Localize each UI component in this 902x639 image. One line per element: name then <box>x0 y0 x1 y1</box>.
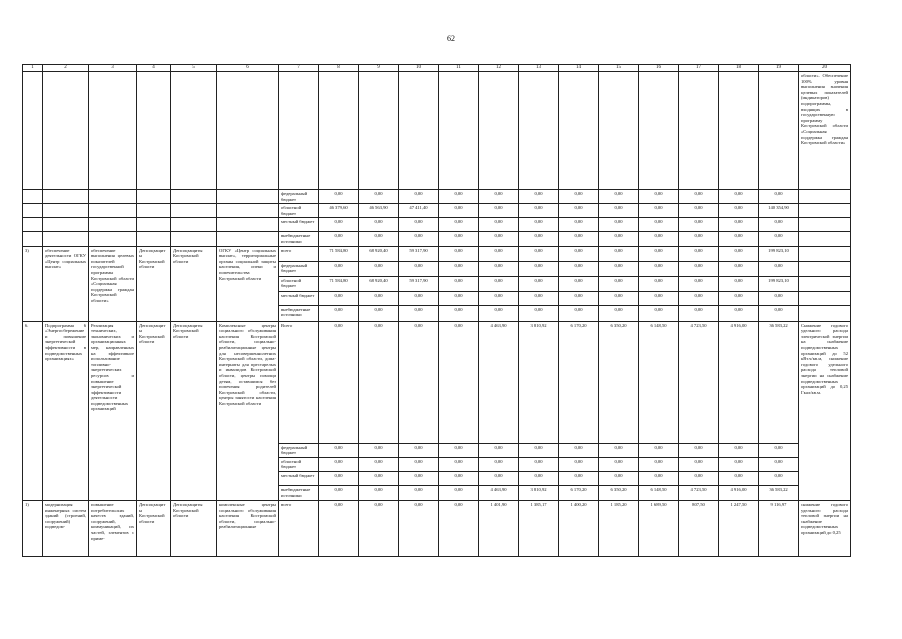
column-number: 8 <box>319 65 359 72</box>
table-row <box>23 500 851 556</box>
value-cell: 0,00 <box>599 305 639 321</box>
value-cell: 0,00 <box>599 232 639 246</box>
value-cell: 68 920,40 <box>359 246 399 261</box>
value-cell: 0,00 <box>519 471 559 485</box>
value-cell: 0,00 <box>599 276 639 291</box>
value-cell: 0,00 <box>439 471 479 485</box>
value-cell: 0,00 <box>359 261 399 276</box>
value-cell: 807,50 <box>679 500 719 556</box>
value-cell: 0,00 <box>599 261 639 276</box>
column-number: 6 <box>217 65 279 72</box>
desc-cell-c5: Депсоцзащиты Костромской области <box>171 246 217 321</box>
value-cell: 0,00 <box>639 232 679 246</box>
desc-cell-c6: комплексные центры социального обслуживания населения Костромской области, социально-реабилитационные <box>217 500 279 556</box>
value-cell: 0,00 <box>319 305 359 321</box>
value-cell: 0,00 <box>679 232 719 246</box>
value-cell: 0,00 <box>639 305 679 321</box>
value-cell: 0,00 <box>399 291 439 305</box>
value-cell: 0,00 <box>639 443 679 457</box>
value-cell: 0,00 <box>559 232 599 246</box>
value-cell: 0,00 <box>439 457 479 471</box>
desc-cell-c3: повышение потребительских качеств зданий, сооружений, коммуникаций, их частей, элементов с приме- <box>89 500 137 556</box>
value-cell: 6 170,20 <box>559 485 599 500</box>
value-cell: 0,00 <box>519 276 559 291</box>
value-cell: 0,00 <box>559 276 599 291</box>
value-cell: 0,00 <box>719 457 759 471</box>
value-cell: 0,00 <box>519 291 559 305</box>
value-cell: 0,00 <box>439 443 479 457</box>
value-cell: 0,00 <box>519 443 559 457</box>
value-cell: 0,00 <box>479 190 519 204</box>
table-row <box>23 246 851 261</box>
value-cell: 4 463,90 <box>479 485 519 500</box>
value-cell: 9 116,97 <box>759 500 799 556</box>
value-cell: 59 317,90 <box>399 246 439 261</box>
column-number-row <box>23 65 851 72</box>
value-cell: 0,00 <box>439 485 479 500</box>
value-cell: 0,00 <box>439 261 479 276</box>
value-cell: 0,00 <box>399 321 439 443</box>
value-cell: 0,00 <box>719 218 759 232</box>
funding-source: местный бюджет <box>279 471 319 485</box>
value-cell: 0,00 <box>679 218 719 232</box>
table-row <box>23 190 851 204</box>
value-cell: 0,00 <box>559 261 599 276</box>
funding-source: всего <box>279 500 319 556</box>
value-cell: 0,00 <box>399 305 439 321</box>
table-row <box>23 218 851 232</box>
expected-result: Снижение годового удельного расхода электрической энергии на снабжение подведомственных организаций до 52 кВт.ч/кв.м, снижение годового удельного расхода тепловой энергии на снабжение подведомственных организаций до 0,25 Гкал/кв.м. <box>799 321 851 500</box>
column-number: 18 <box>719 65 759 72</box>
value-cell: 0,00 <box>679 443 719 457</box>
value-cell: 0,00 <box>759 471 799 485</box>
value-cell: 4 916,00 <box>719 485 759 500</box>
column-number: 15 <box>599 65 639 72</box>
desc-cell-c1: 1) <box>23 500 43 556</box>
value-cell: 4 723,50 <box>679 485 719 500</box>
value-cell: 0,00 <box>319 443 359 457</box>
value-cell: 0,00 <box>559 291 599 305</box>
value-cell: 0,00 <box>319 218 359 232</box>
value-cell: 0,00 <box>599 291 639 305</box>
value-cell: 0,00 <box>399 232 439 246</box>
value-cell: 0,00 <box>399 443 439 457</box>
value-cell: 0,00 <box>639 261 679 276</box>
value-cell: 0,00 <box>319 190 359 204</box>
value-cell: 4 463,90 <box>479 321 519 443</box>
value-cell: 6 148,50 <box>639 485 679 500</box>
value-cell: 0,00 <box>759 305 799 321</box>
value-cell: 0,00 <box>639 204 679 218</box>
value-cell: 0,00 <box>439 218 479 232</box>
value-cell: 0,00 <box>439 305 479 321</box>
value-cell: 0,00 <box>599 443 639 457</box>
value-cell: 0,00 <box>399 500 439 556</box>
value-cell: 47 411,40 <box>399 204 439 218</box>
value-cell: 4 723,50 <box>679 321 719 443</box>
value-cell: 0,00 <box>599 190 639 204</box>
value-cell: 46 379,60 <box>319 204 359 218</box>
value-cell: 59 317,90 <box>399 276 439 291</box>
value-cell: 0,00 <box>479 443 519 457</box>
value-cell: 36 583,22 <box>759 485 799 500</box>
value-cell: 1 689,50 <box>639 500 679 556</box>
value-cell: 0,00 <box>399 261 439 276</box>
value-cell: 1 247,50 <box>719 500 759 556</box>
column-number: 17 <box>679 65 719 72</box>
desc-cell-c4: Депсоцзащиты Костромской области <box>137 246 171 321</box>
value-cell: 0,00 <box>359 218 399 232</box>
column-number: 1 <box>23 65 43 72</box>
value-cell: 0,00 <box>319 471 359 485</box>
value-cell: 0,00 <box>519 457 559 471</box>
column-number: 12 <box>479 65 519 72</box>
value-cell: 0,00 <box>679 305 719 321</box>
value-cell: 140 354,90 <box>759 204 799 218</box>
column-number: 10 <box>399 65 439 72</box>
value-cell: 0,00 <box>399 485 439 500</box>
value-cell: 0,00 <box>559 457 599 471</box>
value-cell: 0,00 <box>359 500 399 556</box>
funding-source: федеральный бюджет <box>279 190 319 204</box>
value-cell: 0,00 <box>719 291 759 305</box>
value-cell: 0,00 <box>679 246 719 261</box>
value-cell: 0,00 <box>719 261 759 276</box>
column-number: 19 <box>759 65 799 72</box>
value-cell: 0,00 <box>639 276 679 291</box>
value-cell: 0,00 <box>759 232 799 246</box>
value-cell: 0,00 <box>599 471 639 485</box>
value-cell: 3 810,92 <box>519 485 559 500</box>
value-cell: 0,00 <box>359 471 399 485</box>
value-cell: 0,00 <box>359 485 399 500</box>
value-cell: 0,00 <box>479 457 519 471</box>
desc-cell-c5: Депсоцзащиты Костромской области <box>171 500 217 556</box>
goal-text: области». Обеспечение 100% уровня выполнения значения целевых показателей (индикаторов) подпрограммы, входящих в государственную программу Костромской области «Социальная поддержка граждан Костромской области» <box>799 72 851 190</box>
value-cell: 0,00 <box>719 443 759 457</box>
value-cell: 0,00 <box>479 471 519 485</box>
column-number: 13 <box>519 65 559 72</box>
value-cell: 0,00 <box>679 190 719 204</box>
value-cell: 0,00 <box>519 218 559 232</box>
value-cell: 0,00 <box>599 457 639 471</box>
value-cell: 0,00 <box>479 204 519 218</box>
value-cell: 0,00 <box>479 218 519 232</box>
value-cell: 0,00 <box>439 246 479 261</box>
value-cell: 0,00 <box>439 204 479 218</box>
value-cell: 1 400,20 <box>559 500 599 556</box>
value-cell: 6 170,20 <box>559 321 599 443</box>
value-cell: 0,00 <box>359 443 399 457</box>
value-cell: 3 810,92 <box>519 321 559 443</box>
value-cell: 0,00 <box>439 500 479 556</box>
funding-source: областной бюджет <box>279 276 319 291</box>
column-number: 16 <box>639 65 679 72</box>
value-cell: 1 185,20 <box>599 500 639 556</box>
value-cell: 0,00 <box>399 471 439 485</box>
column-number: 20 <box>799 65 851 72</box>
value-cell: 199 823,10 <box>759 276 799 291</box>
value-cell: 0,00 <box>479 305 519 321</box>
value-cell: 0,00 <box>359 321 399 443</box>
value-cell: 0,00 <box>679 276 719 291</box>
table-row <box>23 321 851 443</box>
value-cell: 1 385,17 <box>519 500 559 556</box>
value-cell: 0,00 <box>679 291 719 305</box>
value-cell: 0,00 <box>639 190 679 204</box>
value-cell: 0,00 <box>479 276 519 291</box>
value-cell: 0,00 <box>759 291 799 305</box>
value-cell: 0,00 <box>319 261 359 276</box>
value-cell: 0,00 <box>639 291 679 305</box>
value-cell: 0,00 <box>519 261 559 276</box>
column-number: 14 <box>559 65 599 72</box>
value-cell: 0,00 <box>759 190 799 204</box>
desc-cell-c2: обеспечение деятельности ОГКУ «Центр социальных выплат» <box>43 246 89 321</box>
value-cell: 0,00 <box>439 291 479 305</box>
value-cell: 6 350,20 <box>599 485 639 500</box>
value-cell: 0,00 <box>359 457 399 471</box>
value-cell: 0,00 <box>559 305 599 321</box>
value-cell: 0,00 <box>719 232 759 246</box>
funding-source: федеральный бюджет <box>279 261 319 276</box>
value-cell: 0,00 <box>559 471 599 485</box>
value-cell: 4 916,00 <box>719 321 759 443</box>
value-cell: 0,00 <box>679 261 719 276</box>
value-cell: 6 350,20 <box>599 321 639 443</box>
column-number: 7 <box>279 65 319 72</box>
column-number: 11 <box>439 65 479 72</box>
column-number: 2 <box>43 65 89 72</box>
column-number: 3 <box>89 65 137 72</box>
value-cell: 0,00 <box>559 218 599 232</box>
value-cell: 0,00 <box>759 443 799 457</box>
value-cell: 0,00 <box>559 204 599 218</box>
value-cell: 0,00 <box>479 261 519 276</box>
value-cell: 0,00 <box>319 485 359 500</box>
desc-cell-c4: Депсоцзащиты Костромской области <box>137 321 171 500</box>
value-cell: 0,00 <box>359 232 399 246</box>
value-cell: 0,00 <box>679 471 719 485</box>
funding-source: местный бюджет <box>279 218 319 232</box>
column-number: 9 <box>359 65 399 72</box>
value-cell: 0,00 <box>679 204 719 218</box>
funding-source: внебюджетные источники <box>279 232 319 246</box>
funding-source: Всего <box>279 321 319 443</box>
funding-source: областной бюджет <box>279 204 319 218</box>
value-cell: 0,00 <box>719 246 759 261</box>
desc-cell-c5: Депсоцзащиты Костромской области <box>171 321 217 500</box>
value-cell: 1 401,90 <box>479 500 519 556</box>
value-cell: 199 823,10 <box>759 246 799 261</box>
value-cell: 0,00 <box>519 232 559 246</box>
funding-source: местный бюджет <box>279 291 319 305</box>
expected-result: снижение годового удельного расхода тепловой энергии на снабжение подведомственных организаций до 0,25 <box>799 500 851 556</box>
value-cell: 0,00 <box>719 471 759 485</box>
funding-source: внебюджетные источники <box>279 485 319 500</box>
column-number: 4 <box>137 65 171 72</box>
desc-cell-c2: Подпрограмма 6 «Энергосбережение и повышение энергетической эффективности в подведомственных организациях» <box>43 321 89 500</box>
value-cell: 0,00 <box>679 457 719 471</box>
desc-cell-c4: Депсоцзащиты Костромской области <box>137 500 171 556</box>
value-cell: 0,00 <box>399 190 439 204</box>
value-cell: 0,00 <box>519 305 559 321</box>
value-cell: 0,00 <box>759 261 799 276</box>
table-row <box>23 204 851 218</box>
value-cell: 0,00 <box>319 291 359 305</box>
value-cell: 0,00 <box>359 305 399 321</box>
value-cell: 0,00 <box>719 204 759 218</box>
value-cell: 0,00 <box>479 291 519 305</box>
value-cell: 46 563,90 <box>359 204 399 218</box>
table-row <box>23 232 851 246</box>
value-cell: 0,00 <box>519 190 559 204</box>
value-cell: 36 583,22 <box>759 321 799 443</box>
value-cell: 0,00 <box>319 500 359 556</box>
value-cell: 0,00 <box>439 321 479 443</box>
value-cell: 0,00 <box>479 232 519 246</box>
value-cell: 0,00 <box>479 246 519 261</box>
funding-source: областной бюджет <box>279 457 319 471</box>
value-cell: 0,00 <box>439 276 479 291</box>
value-cell: 0,00 <box>639 457 679 471</box>
value-cell: 0,00 <box>599 218 639 232</box>
table-row <box>23 72 851 190</box>
value-cell: 0,00 <box>319 321 359 443</box>
value-cell: 71 584,80 <box>319 246 359 261</box>
value-cell: 68 920,40 <box>359 276 399 291</box>
program-table <box>22 64 851 557</box>
value-cell: 0,00 <box>399 457 439 471</box>
value-cell: 0,00 <box>319 457 359 471</box>
value-cell: 0,00 <box>319 232 359 246</box>
value-cell: 0,00 <box>639 218 679 232</box>
page-number: 62 <box>447 34 455 43</box>
funding-source: внебюджетные источники <box>279 305 319 321</box>
desc-cell-c1: 3) <box>23 246 43 321</box>
value-cell: 6 148,50 <box>639 321 679 443</box>
value-cell: 0,00 <box>439 232 479 246</box>
value-cell: 0,00 <box>759 218 799 232</box>
desc-cell-c1: 6. <box>23 321 43 500</box>
value-cell: 0,00 <box>639 471 679 485</box>
value-cell: 0,00 <box>439 190 479 204</box>
value-cell: 0,00 <box>359 190 399 204</box>
value-cell: 0,00 <box>719 276 759 291</box>
value-cell: 0,00 <box>599 204 639 218</box>
funding-source: федеральный бюджет <box>279 443 319 457</box>
desc-cell-c2: модернизация инженерных систем зданий (строений, сооружений) подведом- <box>43 500 89 556</box>
value-cell: 0,00 <box>559 246 599 261</box>
value-cell: 0,00 <box>639 246 679 261</box>
value-cell: 0,00 <box>399 218 439 232</box>
value-cell: 0,00 <box>559 190 599 204</box>
value-cell: 0,00 <box>599 246 639 261</box>
desc-cell-c6: ОГКУ «Центр социальных выплат», территориальные органы социальной защиты населения, опеки и попечительства Костромской области <box>217 246 279 321</box>
value-cell: 0,00 <box>719 305 759 321</box>
value-cell: 0,00 <box>519 204 559 218</box>
desc-cell-c3: Реализация технических, экономических и организационных мер, направленных на эффективное использование топливно-энергетических ресурсов и повышение энергетической эффективности деятельности подведомственных организаций <box>89 321 137 500</box>
desc-cell-c6: Комплексные центры социального обслуживания населения Костромской области, социально-реабилитационные центры для несовершеннолетних Костромской области, дома-интернаты для престарелых и инвалидов Костромской области, центры помощи детям, оставшимся без попечения родителей Костромской области, центры занятости населения Костромской области <box>217 321 279 500</box>
funding-source: всего <box>279 246 319 261</box>
value-cell: 0,00 <box>519 246 559 261</box>
value-cell: 0,00 <box>559 443 599 457</box>
value-cell: 0,00 <box>719 190 759 204</box>
value-cell: 71 584,80 <box>319 276 359 291</box>
desc-cell-c3: обеспечение выполнения целевых показателей государственной программы Костромской области «Социальная поддержка граждан Костромской области» <box>89 246 137 321</box>
value-cell: 0,00 <box>759 457 799 471</box>
column-number: 5 <box>171 65 217 72</box>
value-cell: 0,00 <box>359 291 399 305</box>
